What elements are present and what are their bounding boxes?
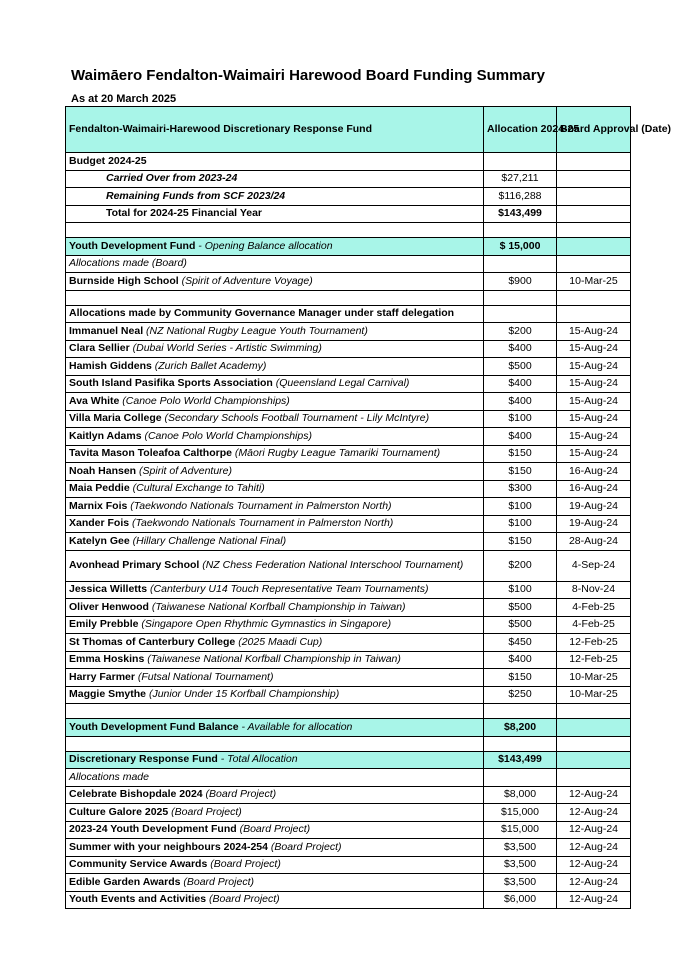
table-row (66, 445, 631, 463)
approval-date: 15-Aug-24 (557, 375, 631, 393)
recipient-name: Xander Fois (69, 517, 130, 530)
allocation-amount: $6,000 (484, 891, 557, 909)
recipient-name: Kaitlyn Adams (69, 429, 142, 442)
recipient-cell (66, 839, 484, 857)
drf-name: Discretionary Response Fund (69, 753, 218, 766)
approval-date: 16-Aug-24 (557, 480, 631, 498)
recipient-purpose: (Secondary Schools Football Tournament - Lily McIntyre) (161, 412, 430, 425)
table-row (66, 393, 631, 411)
recipient-purpose: (Taiwanese National Korfball Championship in Taiwan) (148, 600, 406, 613)
budget-heading-row (66, 153, 631, 171)
spacer-row (66, 704, 631, 719)
table-row (66, 786, 631, 804)
recipient-purpose: (Taekwondo Nationals Tournament in Palmerston North) (127, 499, 392, 512)
drf-total-row (66, 751, 631, 769)
recipient-name: Maggie Smythe (69, 688, 147, 701)
recipient-cell (66, 323, 484, 341)
recipient-name: Tavita Mason Toleafoa Calthorpe (69, 447, 232, 460)
table-row (66, 410, 631, 428)
recipient-cell (66, 463, 484, 481)
recipient-cell (66, 515, 484, 533)
budget-total-row (66, 205, 631, 223)
recipient-purpose: (Spirit of Adventure) (136, 464, 233, 477)
allocation-amount: $200 (484, 323, 557, 341)
recipient-name: Avonhead Primary School (69, 559, 200, 571)
remaining-funds-value: $116,288 (484, 188, 557, 206)
allocation-amount: $400 (484, 393, 557, 411)
table-row (66, 340, 631, 358)
recipient-purpose: (NZ National Rugby League Youth Tournament) (143, 324, 368, 337)
recipient-cell (66, 786, 484, 804)
allocation-amount: $150 (484, 463, 557, 481)
allocation-amount: $3,500 (484, 856, 557, 874)
recipient-purpose: (Board Project) (202, 788, 277, 801)
recipient-purpose: (NZ Chess Federation National Interschool Tournament) (199, 559, 464, 571)
table-row (66, 498, 631, 516)
recipient-name: St Thomas of Canterbury College (69, 635, 236, 648)
recipient-name: Noah Hansen (69, 464, 137, 477)
allocation-amount: $300 (484, 480, 557, 498)
recipient-purpose: (Queensland Legal Carnival) (272, 377, 410, 390)
approval-date: 12-Aug-24 (557, 891, 631, 909)
ydf-balance-cell (66, 719, 484, 737)
table-row (66, 515, 631, 533)
recipient-name: South Island Pasifika Sports Association (69, 377, 273, 390)
recipient-purpose: (Hillary Challenge National Final) (129, 534, 287, 547)
allocation-amount: $150 (484, 669, 557, 687)
allocation-amount: $100 (484, 410, 557, 428)
recipient-purpose: (Canterbury U14 Touch Representative Team Tournaments) (147, 583, 429, 596)
recipient-purpose: (2025 Maadi Cup) (235, 635, 323, 648)
remaining-funds-label: Remaining Funds from SCF 2023/24 (66, 188, 484, 206)
recipient-cell (66, 445, 484, 463)
drf-total-cell (66, 751, 484, 769)
approval-date: 15-Aug-24 (557, 428, 631, 446)
recipient-name: Oliver Henwood (69, 600, 149, 613)
ydf-name: Youth Development Fund (69, 239, 196, 252)
table-row (66, 651, 631, 669)
recipient-name: Jessica Willetts (69, 583, 148, 596)
recipient-cell (66, 599, 484, 617)
approval-date: 15-Aug-24 (557, 340, 631, 358)
budget-total-label: Total for 2024-25 Financial Year (66, 205, 484, 223)
table-row (66, 634, 631, 652)
allocation-amount: $500 (484, 358, 557, 376)
table-row (66, 550, 631, 581)
carried-over-value: $27,211 (484, 170, 557, 188)
approval-date: 15-Aug-24 (557, 323, 631, 341)
ydf-balance-row (66, 719, 631, 737)
approval-date: 12-Aug-24 (557, 874, 631, 892)
recipient-name: Emma Hoskins (69, 653, 145, 666)
recipient-cell (66, 686, 484, 704)
table-row (66, 891, 631, 909)
as-at-date: As at 20 March 2025 (71, 93, 177, 105)
table-row (66, 686, 631, 704)
allocation-amount: $150 (484, 445, 557, 463)
allocation-amount: $400 (484, 375, 557, 393)
funding-table (65, 106, 672, 909)
recipient-cell (66, 804, 484, 822)
recipient-name: Ava White (69, 394, 120, 407)
carried-over-label: Carried Over from 2023-24 (66, 170, 484, 188)
recipient-purpose: (Māori Rugby League Tamariki Tournament) (231, 447, 441, 460)
approval-date: 4-Feb-25 (557, 599, 631, 617)
recipient-name: Hamish Giddens (69, 359, 152, 372)
allocation-amount: $500 (484, 616, 557, 634)
recipient-cell (66, 891, 484, 909)
recipient-cell (66, 651, 484, 669)
recipient-purpose: (Dubai World Series - Artistic Swimming) (129, 342, 322, 355)
recipient-cell (66, 393, 484, 411)
allocation-amount: $250 (484, 686, 557, 704)
allocation-amount: $100 (484, 515, 557, 533)
recipient-cell (66, 856, 484, 874)
approval-date: 28-Aug-24 (557, 533, 631, 551)
recipient-purpose: (Board Project) (236, 823, 311, 836)
recipient-purpose: (Futsal National Tournament) (134, 670, 274, 683)
fund-name-header: Fendalton-Waimairi-Harewood Discretionary Response Fund (66, 107, 484, 153)
recipient-name: Youth Events and Activities (69, 893, 207, 906)
drf-note: - Total Allocation (217, 753, 298, 766)
recipient-name: Katelyn Gee (69, 534, 130, 547)
ydf-note: - Opening Balance allocation (195, 239, 333, 252)
recipient-name: Culture Galore 2025 (69, 805, 169, 818)
drf-alloc-label: Allocations made (66, 769, 484, 787)
allocation-amount: $400 (484, 651, 557, 669)
table-row (66, 358, 631, 376)
recipient-purpose: (Taekwondo Nationals Tournament in Palmerston North) (129, 517, 394, 530)
document-title: Waimāero Fendalton-Waimairi Harewood Board Funding Summary (71, 67, 545, 84)
table-row (66, 463, 631, 481)
recipient-purpose: (Taiwanese National Korfball Championship in Taiwan) (144, 653, 401, 666)
ydf-balance-note: - Available for allocation (238, 720, 353, 733)
recipient-purpose: (Board Project) (267, 840, 342, 853)
recipient-cell (66, 550, 484, 581)
recipient-cell (66, 480, 484, 498)
allocation-amount: $500 (484, 599, 557, 617)
recipient-purpose: (Board Project) (207, 858, 281, 871)
spacer-row (66, 223, 631, 238)
recipient-purpose: (Spirit of Adventure Voyage) (178, 274, 313, 287)
approval-date: 12-Feb-25 (557, 634, 631, 652)
approval-date: 15-Aug-24 (557, 445, 631, 463)
allocation-amount: $3,500 (484, 839, 557, 857)
recipient-purpose: (Board Project) (168, 805, 242, 818)
allocation-amount: $15,000 (484, 821, 557, 839)
remaining-funds-row (66, 188, 631, 206)
recipient-cell (66, 616, 484, 634)
approval-date: 8-Nov-24 (557, 581, 631, 599)
recipient-name: 2023-24 Youth Development Fund (69, 823, 237, 836)
recipient-purpose: (Board Project) (180, 875, 254, 888)
allocation-amount: $100 (484, 498, 557, 516)
recipient-cell (66, 634, 484, 652)
ydf-opening-value: $ 15,000 (484, 238, 557, 256)
recipient-cell (66, 669, 484, 687)
recipient-purpose: (Canoe Polo World Championships) (119, 394, 290, 407)
table-row (66, 821, 631, 839)
allocation-amount: $100 (484, 581, 557, 599)
recipient-purpose: (Zurich Ballet Academy) (151, 359, 267, 372)
allocation-header: Allocation 2024-25 (484, 107, 557, 153)
drf-alloc-label-row (66, 769, 631, 787)
recipient-cell (66, 340, 484, 358)
table-row (66, 581, 631, 599)
approval-date: 10-Mar-25 (557, 686, 631, 704)
recipient-purpose: (Singapore Open Rhythmic Gymnastics in Singapore) (138, 618, 392, 631)
table-row (66, 480, 631, 498)
allocation-amount: $450 (484, 634, 557, 652)
allocation-amount: $200 (484, 550, 557, 581)
staff-heading-row (66, 305, 631, 323)
ydf-balance-name: Youth Development Fund Balance (69, 720, 239, 733)
approval-date: 10-Mar-25 (557, 669, 631, 687)
carried-over-row (66, 170, 631, 188)
spacer-row (66, 290, 631, 305)
ydf-opening-row (66, 238, 631, 256)
table-row (66, 669, 631, 687)
recipient-cell (66, 821, 484, 839)
approval-header: Board Approval (Date) (557, 107, 631, 153)
recipient-name: Clara Sellier (69, 342, 130, 355)
table-row (66, 856, 631, 874)
recipient-name: Burnside High School (69, 274, 179, 287)
ydf-balance-value: $8,200 (484, 719, 557, 737)
allocation-amount: $150 (484, 533, 557, 551)
recipient-cell (66, 428, 484, 446)
approval-date: 19-Aug-24 (557, 515, 631, 533)
approval-date: 12-Aug-24 (557, 856, 631, 874)
table-row (66, 428, 631, 446)
recipient-cell (66, 273, 484, 291)
table-row (66, 804, 631, 822)
recipient-cell (66, 410, 484, 428)
recipient-name: Marnix Fois (69, 499, 128, 512)
recipient-name: Edible Garden Awards (69, 875, 181, 888)
approval-date: 15-Aug-24 (557, 410, 631, 428)
ydf-board-alloc-label-row (66, 255, 631, 273)
staff-heading: Allocations made by Community Governance Manager under staff delegation (66, 305, 484, 323)
table-row (66, 323, 631, 341)
recipient-cell (66, 498, 484, 516)
recipient-name: Celebrate Bishopdale 2024 (69, 788, 203, 801)
approval-date: 12-Aug-24 (557, 821, 631, 839)
recipient-cell (66, 874, 484, 892)
recipient-purpose: (Cultural Exchange to Tahiti) (129, 482, 265, 495)
allocation-amount: $400 (484, 428, 557, 446)
recipient-name: Emily Prebble (69, 618, 139, 631)
approval-date: 19-Aug-24 (557, 498, 631, 516)
approval-date: 4-Feb-25 (557, 616, 631, 634)
approval-date: 12-Aug-24 (557, 804, 631, 822)
recipient-cell (66, 358, 484, 376)
table-row (66, 375, 631, 393)
recipient-purpose: (Canoe Polo World Championships) (141, 429, 312, 442)
ydf-opening-cell (66, 238, 484, 256)
recipient-purpose: (Board Project) (206, 893, 280, 906)
recipient-cell (66, 533, 484, 551)
approval-date: 15-Aug-24 (557, 358, 631, 376)
recipient-name: Summer with your neighbours 2024-254 (69, 840, 268, 853)
budget-heading: Budget 2024-25 (66, 153, 484, 171)
table-row (66, 533, 631, 551)
recipient-name: Villa Maria College (69, 412, 162, 425)
table-row (66, 839, 631, 857)
table-header-row (66, 107, 631, 153)
recipient-name: Community Service Awards (69, 858, 208, 871)
spacer-row (66, 736, 631, 751)
allocation-amount: $3,500 (484, 874, 557, 892)
drf-total-value: $143,499 (484, 751, 557, 769)
allocation-amount: $8,000 (484, 786, 557, 804)
approval-date: 12-Aug-24 (557, 839, 631, 857)
ydf-board-alloc-label: Allocations made (Board) (66, 255, 484, 273)
recipient-name: Immanuel Neal (69, 324, 144, 337)
table-row (66, 616, 631, 634)
recipient-name: Maia Peddie (69, 482, 130, 495)
recipient-name: Harry Farmer (69, 670, 135, 683)
recipient-purpose: (Junior Under 15 Korfball Championship) (146, 688, 340, 701)
recipient-cell (66, 581, 484, 599)
approval-date: 4-Sep-24 (557, 550, 631, 581)
budget-total-value: $143,499 (484, 205, 557, 223)
approval-date: 10-Mar-25 (557, 273, 631, 291)
recipient-cell (66, 375, 484, 393)
allocation-amount: $400 (484, 340, 557, 358)
table-row (66, 273, 631, 291)
approval-date: 16-Aug-24 (557, 463, 631, 481)
allocation-amount: $900 (484, 273, 557, 291)
approval-date: 12-Feb-25 (557, 651, 631, 669)
table-row (66, 599, 631, 617)
approval-date: 15-Aug-24 (557, 393, 631, 411)
approval-date: 12-Aug-24 (557, 786, 631, 804)
allocation-amount: $15,000 (484, 804, 557, 822)
table-row (66, 874, 631, 892)
